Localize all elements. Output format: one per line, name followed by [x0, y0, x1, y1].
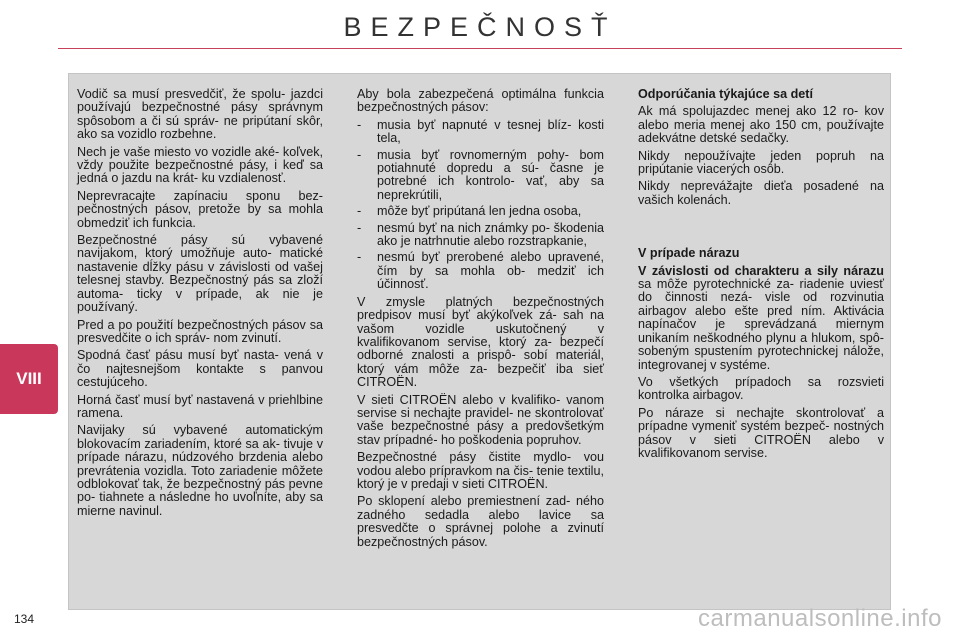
paragraph: V sieti CITROËN alebo v kvalifiko- vanom servise si nechajte pravidel- ne skontrolovať vaše bezpečnostné pásy a predovšetkým stav prípadné- ho poškodenia popruhov.	[357, 392, 604, 447]
paragraph: Horná časť musí byť nastavená v priehlbine ramena.	[77, 392, 323, 420]
paragraph: Navijaky sú vybavené automatickým blokovacím zariadením, ktoré sa ak- tivuje v prípade nárazu, núdzového brzdenia alebo prevrátenia vozidla. Toto zariadenie môžete odblokovať tak, že bezpečnostný pás pevne po- tiahnete a následne ho uvoľníte, aby sa mierne navinul.	[77, 423, 323, 518]
paragraph: Vo všetkých prípadoch sa rozsvieti kontrolka airbagov.	[638, 374, 884, 403]
bold-lead: V závislosti od charakteru a sily nárazu	[638, 263, 884, 278]
requirements-list	[357, 119, 604, 292]
list-item: - musia byť rovnomerným pohy- bom potiahnuté dopredu a sú- časne je potrebné ich kontrolo- vať, aby sa neprekrútili,	[357, 149, 604, 203]
paragraph: Nech je vaše miesto vo vozidle aké- koľvek, vždy použite bezpečnostné pásy, i keď sa jedná o jazdu na krát- ku vzdialenosť.	[77, 144, 323, 186]
title-divider	[58, 48, 902, 49]
paragraph: Aby bola zabezpečená optimálna funkcia bezpečnostných pásov:	[357, 87, 604, 115]
paragraph: Po náraze si nechajte skontrolovať a prípadne vymeniť systém bezpeč- nostných pásov v sieti CITROËN alebo v kvalifikovanom servise.	[638, 405, 884, 460]
page-number: 134	[14, 612, 35, 626]
paragraph: Vodič sa musí presvedčiť, že spolu- jazdci používajú bezpečnostné pásy správnym spôsobom a či sú správ- ne pripútaní skôr, ako sa vozidlo rozbehne.	[77, 87, 323, 142]
paragraph: Ak má spolujazdec menej ako 12 ro- kov alebo meria menej ako 150 cm, používajte adekvátne detské sedačky.	[638, 104, 884, 146]
list-item: - nesmú byť prerobené alebo upravené, čím by sa mohla ob- medziť ich účinnosť.	[357, 251, 604, 291]
paragraph: Po sklopení alebo premiestnení zad- ného zadného sedadla alebo lavice sa presvedčte o správnej polohe a zvinutí bezpečnostných pásov.	[357, 494, 604, 549]
paragraph: Spodná časť pásu musí byť nasta- vená v čo najtesnejšom kontakte s panvou cestujúceho.	[77, 348, 323, 390]
page-title: BEZPEČNOSŤ	[343, 12, 617, 42]
column-3	[638, 88, 884, 464]
paragraph	[638, 265, 884, 372]
chapter-tab[interactable]	[0, 344, 58, 414]
column-1	[77, 88, 323, 522]
paragraph: Bezpečnostné pásy sú vybavené navijakom, ktorý umožňuje auto- matické nastavenie dĺžky pásu v závislosti od vašej telesnej stavby. Bezpečnostný pás sa zloží automa- ticky v prípade, ak nie je používaný.	[77, 233, 323, 315]
paragraph: Neprevracajte zapínaciu sponu bez- pečnostných pásov, pretože by sa mohla obmedziť ich funkcia.	[77, 188, 323, 230]
paragraph: Nikdy neprevážajte dieťa posadené na vašich kolenách.	[638, 179, 884, 207]
watermark: carmanualsonline.info	[698, 605, 942, 632]
lead-rest: sa môže pyrotechnické za- riadenie uviesť do činnosti nezá- visle od rozvinutia airbagov alebo ešte pred ním. Aktivácia napínačov je sprevádzaná miernym unikaním neškodného plynu a hlukom, spô- sobeným spustením pyrotechnickej nálože, integrovanej v systéme.	[638, 277, 884, 372]
paragraph: Bezpečnostné pásy čistite mydlo- vou vodou alebo prípravkom na čis- tenie textilu, ktorý je v predaji v sieti CITROËN.	[357, 450, 604, 491]
spacer	[638, 211, 884, 247]
chapter-label: VIII	[16, 369, 42, 388]
list-item: - môže byť pripútaná len jedna osoba,	[357, 205, 604, 218]
list-item: - nesmú byť na nich známky po- škodenia ako je natrhnutie alebo rozstrapkanie,	[357, 222, 604, 249]
list-item: - musia byť napnuté v tesnej blíz- kosti tela,	[357, 119, 604, 146]
section-heading-children: Odporúčania týkajúce sa detí	[638, 87, 813, 101]
paragraph: Pred a po použití bezpečnostných pásov sa presvedčite o ich správ- nom zvinutí.	[77, 317, 323, 345]
paragraph: Nikdy nepoužívajte jeden popruh na pripútanie viacerých osôb.	[638, 148, 884, 177]
section-heading-impact: V prípade nárazu	[638, 246, 740, 261]
paragraph: V zmysle platných bezpečnostných predpisov musí byť akýkoľvek zá- sah na vašom vozidle uskutočnený v kvalifikovanom servise, ktorý za- bezpečí odborné znalosti a prispô- sobí materiál, ktorý vám môže za- bezpečiť iba sieť CITROËN.	[357, 294, 604, 390]
column-2	[357, 88, 604, 553]
content-panel	[68, 73, 891, 610]
